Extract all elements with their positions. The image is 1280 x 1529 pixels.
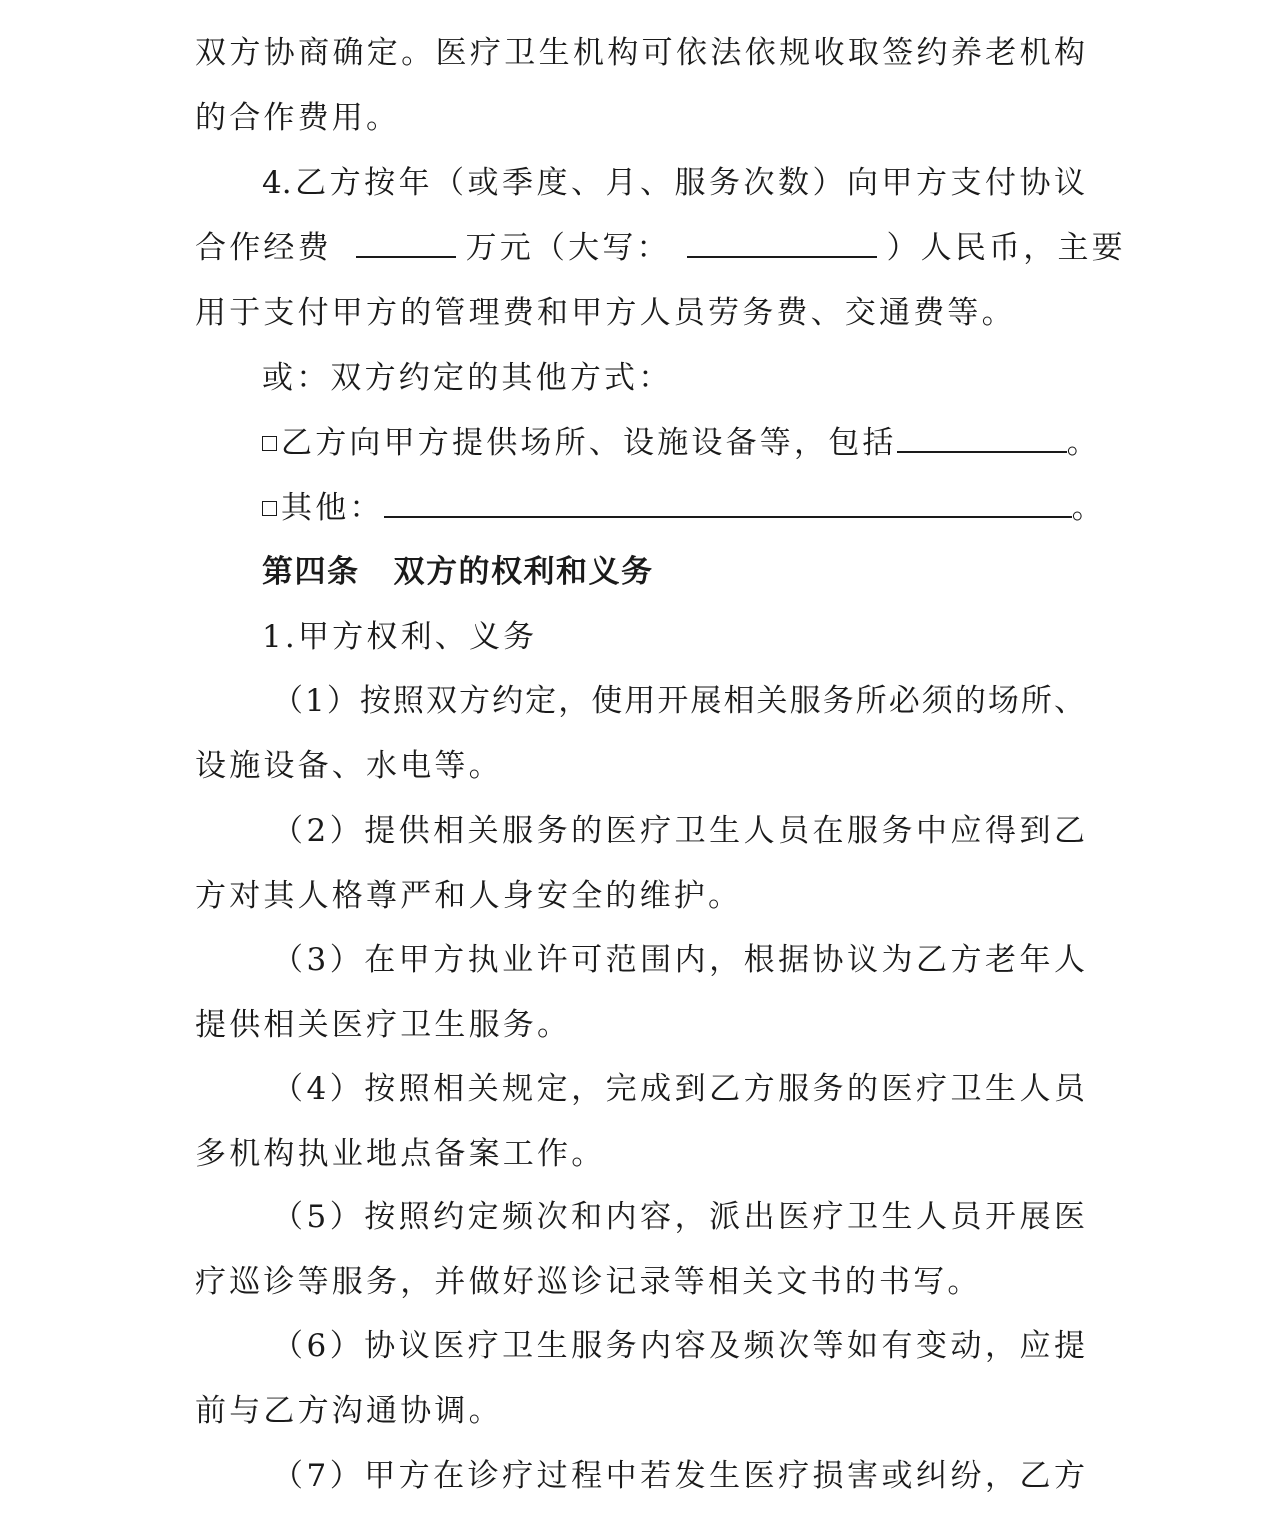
text-line: 前与乙方沟通协调。 xyxy=(195,1393,503,1429)
text-line: 设施设备、水电等。 xyxy=(195,748,503,784)
text-line: 多机构执业地点备案工作。 xyxy=(195,1136,606,1172)
text-line: 疗巡诊等服务，并做好巡诊记录等相关文书的书写。 xyxy=(195,1264,982,1300)
article-number: 第四条 xyxy=(262,554,360,590)
checkbox-icon[interactable] xyxy=(262,501,277,516)
clause-4-line: 4.乙方按年（或季度、月、服务次数）向甲方支付协议 xyxy=(262,165,1085,201)
fee-unit: 万元（大写： xyxy=(465,230,671,266)
other-blank xyxy=(384,494,1072,518)
option-other-line xyxy=(262,488,1106,528)
fee-amount-blank xyxy=(356,234,456,258)
item-1-line: （1）按照双方约定，使用开展相关服务所必须的场所、 xyxy=(272,683,1085,719)
section-heading: 1.甲方权利、义务 xyxy=(262,619,538,655)
venue-blank xyxy=(897,429,1067,453)
article-title: 双方的权利和义务 xyxy=(393,554,654,590)
option-other-label: 其他： xyxy=(281,490,384,526)
item-2-line: （2）提供相关服务的医疗卫生人员在服务中应得到乙 xyxy=(272,813,1085,849)
period: 。 xyxy=(1066,425,1101,461)
text-line: 方对其人格尊严和人身安全的维护。 xyxy=(195,878,743,914)
item-3-line: （3）在甲方执业许可范围内，根据协议为乙方老年人 xyxy=(272,942,1085,978)
fee-uppercase-blank xyxy=(687,234,877,258)
article-heading xyxy=(262,552,1085,592)
text-line: 双方协商确定。医疗卫生机构可依法依规收取签约养老机构 xyxy=(195,35,1085,71)
fee-line xyxy=(195,228,1126,268)
item-7-line: （7）甲方在诊疗过程中若发生医疗损害或纠纷，乙方 xyxy=(272,1458,1085,1494)
item-6-line: （6）协议医疗卫生服务内容及频次等如有变动，应提 xyxy=(272,1328,1085,1364)
fee-currency: ）人民币，主要 xyxy=(886,230,1126,266)
text-line: 提供相关医疗卫生服务。 xyxy=(195,1007,572,1043)
item-5-line: （5）按照约定频次和内容，派出医疗卫生人员开展医 xyxy=(272,1199,1085,1235)
option-venue-label: 乙方向甲方提供场所、设施设备等，包括 xyxy=(281,425,897,461)
checkbox-icon[interactable] xyxy=(262,436,277,451)
text-line: 的合作费用。 xyxy=(195,100,401,136)
text-line: 或：双方约定的其他方式： xyxy=(262,360,673,396)
fee-label: 合作经费 xyxy=(195,230,332,266)
item-4-line: （4）按照相关规定，完成到乙方服务的医疗卫生人员 xyxy=(272,1071,1085,1107)
text-line: 用于支付甲方的管理费和甲方人员劳务费、交通费等。 xyxy=(195,295,1016,331)
period: 。 xyxy=(1071,490,1106,526)
option-venue-line xyxy=(262,423,1101,463)
